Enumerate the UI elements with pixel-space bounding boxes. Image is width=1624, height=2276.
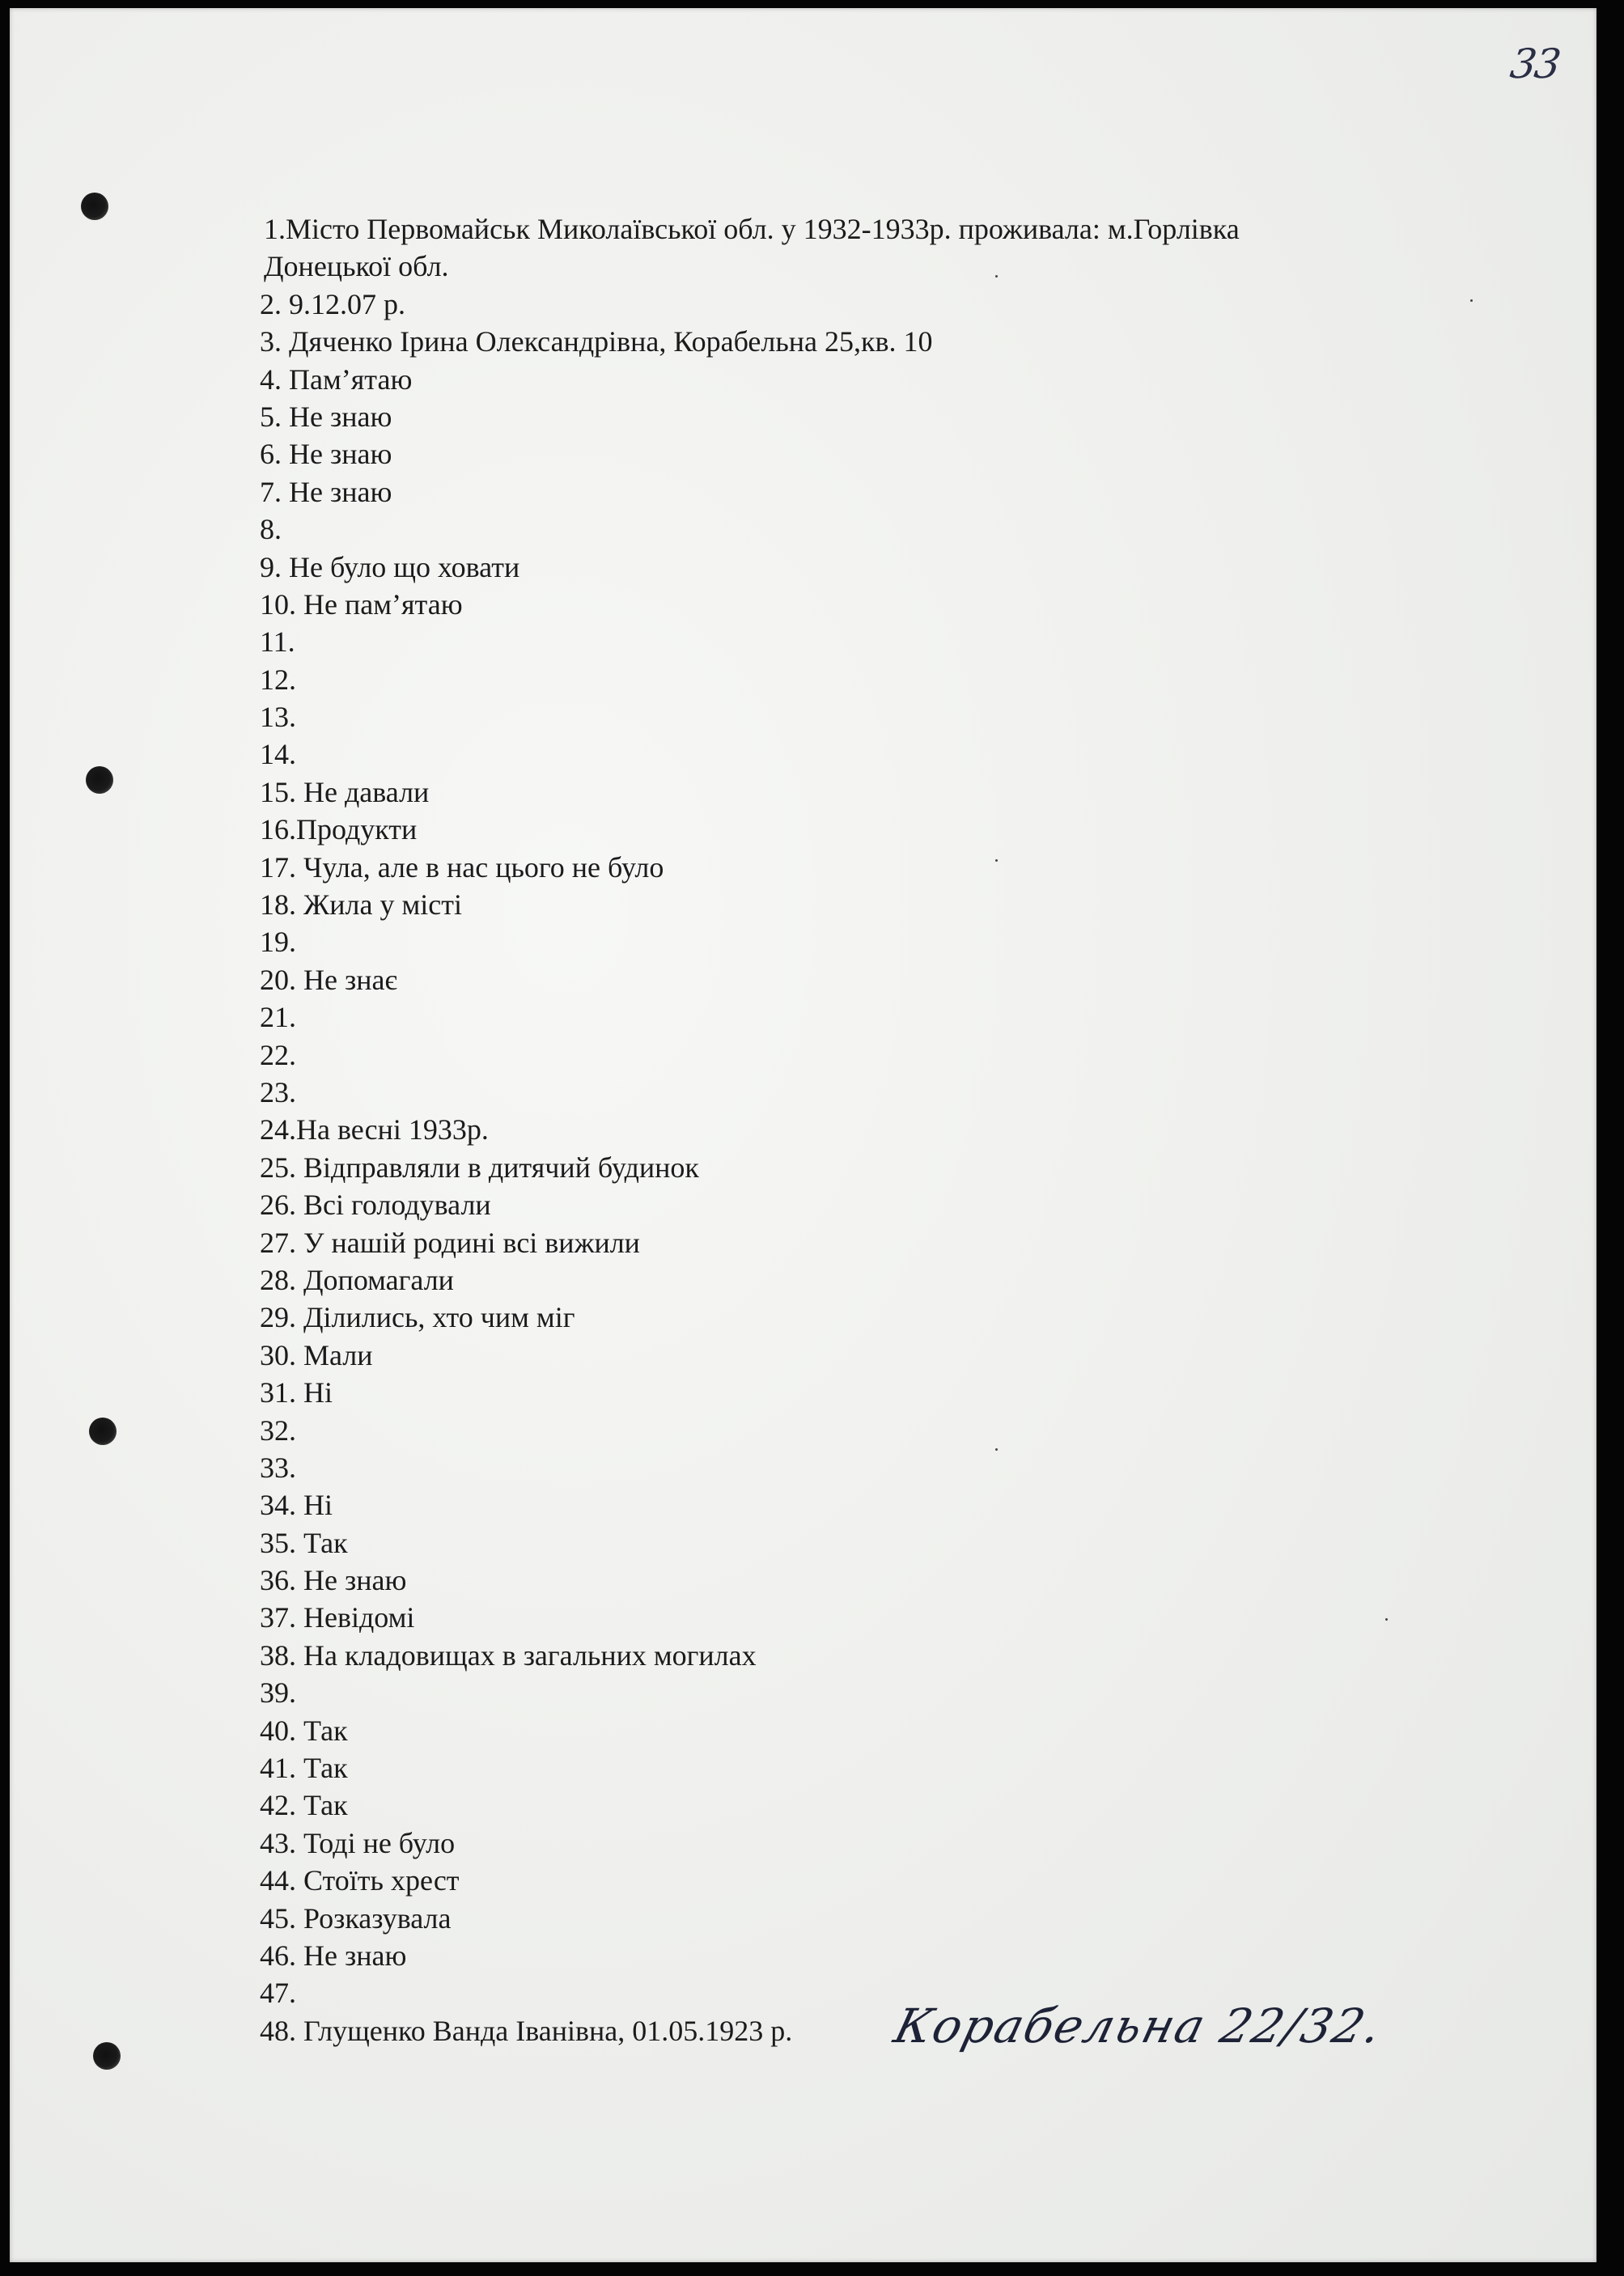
paper-speck — [1470, 299, 1473, 302]
answer-line: 25. Відправляли в дитячий будинок — [260, 1151, 699, 1184]
answer-line: 45. Розказувала — [260, 1901, 452, 1935]
answer-line: 10. Не пам’ятаю — [260, 587, 463, 621]
answer-line: 36. Не знаю — [260, 1564, 407, 1597]
answer-line: 21. — [260, 1001, 296, 1034]
answer-line: 37. Невідомі — [260, 1601, 415, 1634]
answer-line: 3. Дяченко Ірина Олександрівна, Корабельна 25,кв. 10 — [260, 325, 933, 358]
answer-line: 9. Не було що ховати — [260, 550, 520, 583]
punch-hole — [86, 766, 113, 794]
handwritten-page-number: 33 — [1507, 40, 1563, 87]
answer-line: 43. Тоді не було — [260, 1826, 456, 1859]
answer-line: 16.Продукти — [260, 813, 418, 846]
answer-line: 34. Ні — [260, 1489, 333, 1522]
answer-line: 20. Не знає — [260, 963, 397, 996]
answer-line: 8. — [260, 513, 282, 546]
answer-line: 41. Так — [260, 1752, 348, 1785]
answer-line: 29. Ділились, хто чим міг — [260, 1301, 575, 1334]
answer-line: 30. Мали — [260, 1338, 373, 1371]
answer-line: 11. — [260, 625, 295, 659]
answer-line: 31. Ні — [260, 1376, 333, 1409]
answer-list — [260, 210, 1433, 2049]
answer-line: 2. 9.12.07 р. — [260, 287, 405, 320]
answer-line: 1.Місто Первомайськ Миколаївської обл. у 1932-1933р. проживала: м.Горлівка — [264, 213, 1240, 245]
answer-line: 4. Пам’ятаю — [260, 362, 413, 396]
answer-line: 28. Допомагали — [260, 1263, 454, 1296]
punch-hole — [93, 2042, 121, 2070]
answer-line: 42. Так — [260, 1789, 348, 1822]
answer-line: 17. Чула, але в нас цього не було — [260, 850, 664, 884]
answer-line: 13. — [260, 701, 296, 734]
answer-line: 12. — [260, 663, 296, 696]
answer-line: 5. Не знаю — [260, 400, 392, 433]
answer-line: 32. — [260, 1413, 296, 1447]
answer-line: 7. Не знаю — [260, 475, 392, 508]
answer-line: 6. Не знаю — [260, 438, 392, 471]
answer-line: 14. — [260, 738, 296, 771]
answer-line: Донецької обл. — [264, 250, 449, 283]
answer-line: 27. У нашій родині всі вижили — [260, 1226, 640, 1259]
answer-line: 48. Глущенко Ванда Іванівна, 01.05.1923 р. — [260, 2014, 793, 2047]
answer-line: 44. Стоїть хрест — [260, 1864, 460, 1897]
punch-hole — [89, 1418, 117, 1445]
answer-line: 46. Не знаю — [260, 1939, 407, 1972]
answer-line: 35. Так — [260, 1526, 348, 1559]
answer-line: 22. — [260, 1038, 296, 1071]
handwritten-address-note: Корабельна 22/32. — [888, 1998, 1389, 2053]
answer-line: 33. — [260, 1451, 296, 1484]
answer-line: 18. Жила у місті — [260, 888, 462, 922]
answer-line: 23. — [260, 1075, 296, 1108]
answer-line: 38. На кладовищах в загальних могилах — [260, 1638, 757, 1672]
answer-line: 39. — [260, 1676, 296, 1710]
answer-line: 40. Так — [260, 1714, 348, 1747]
answer-line: 47. — [260, 1977, 296, 2010]
answer-line: 24.На весні 1933р. — [260, 1113, 489, 1146]
answer-line: 26. Всі голодували — [260, 1189, 491, 1222]
answer-line: 19. — [260, 926, 296, 959]
document-page — [10, 8, 1596, 2262]
answer-line: 15. Не давали — [260, 775, 430, 808]
punch-hole — [81, 193, 108, 220]
